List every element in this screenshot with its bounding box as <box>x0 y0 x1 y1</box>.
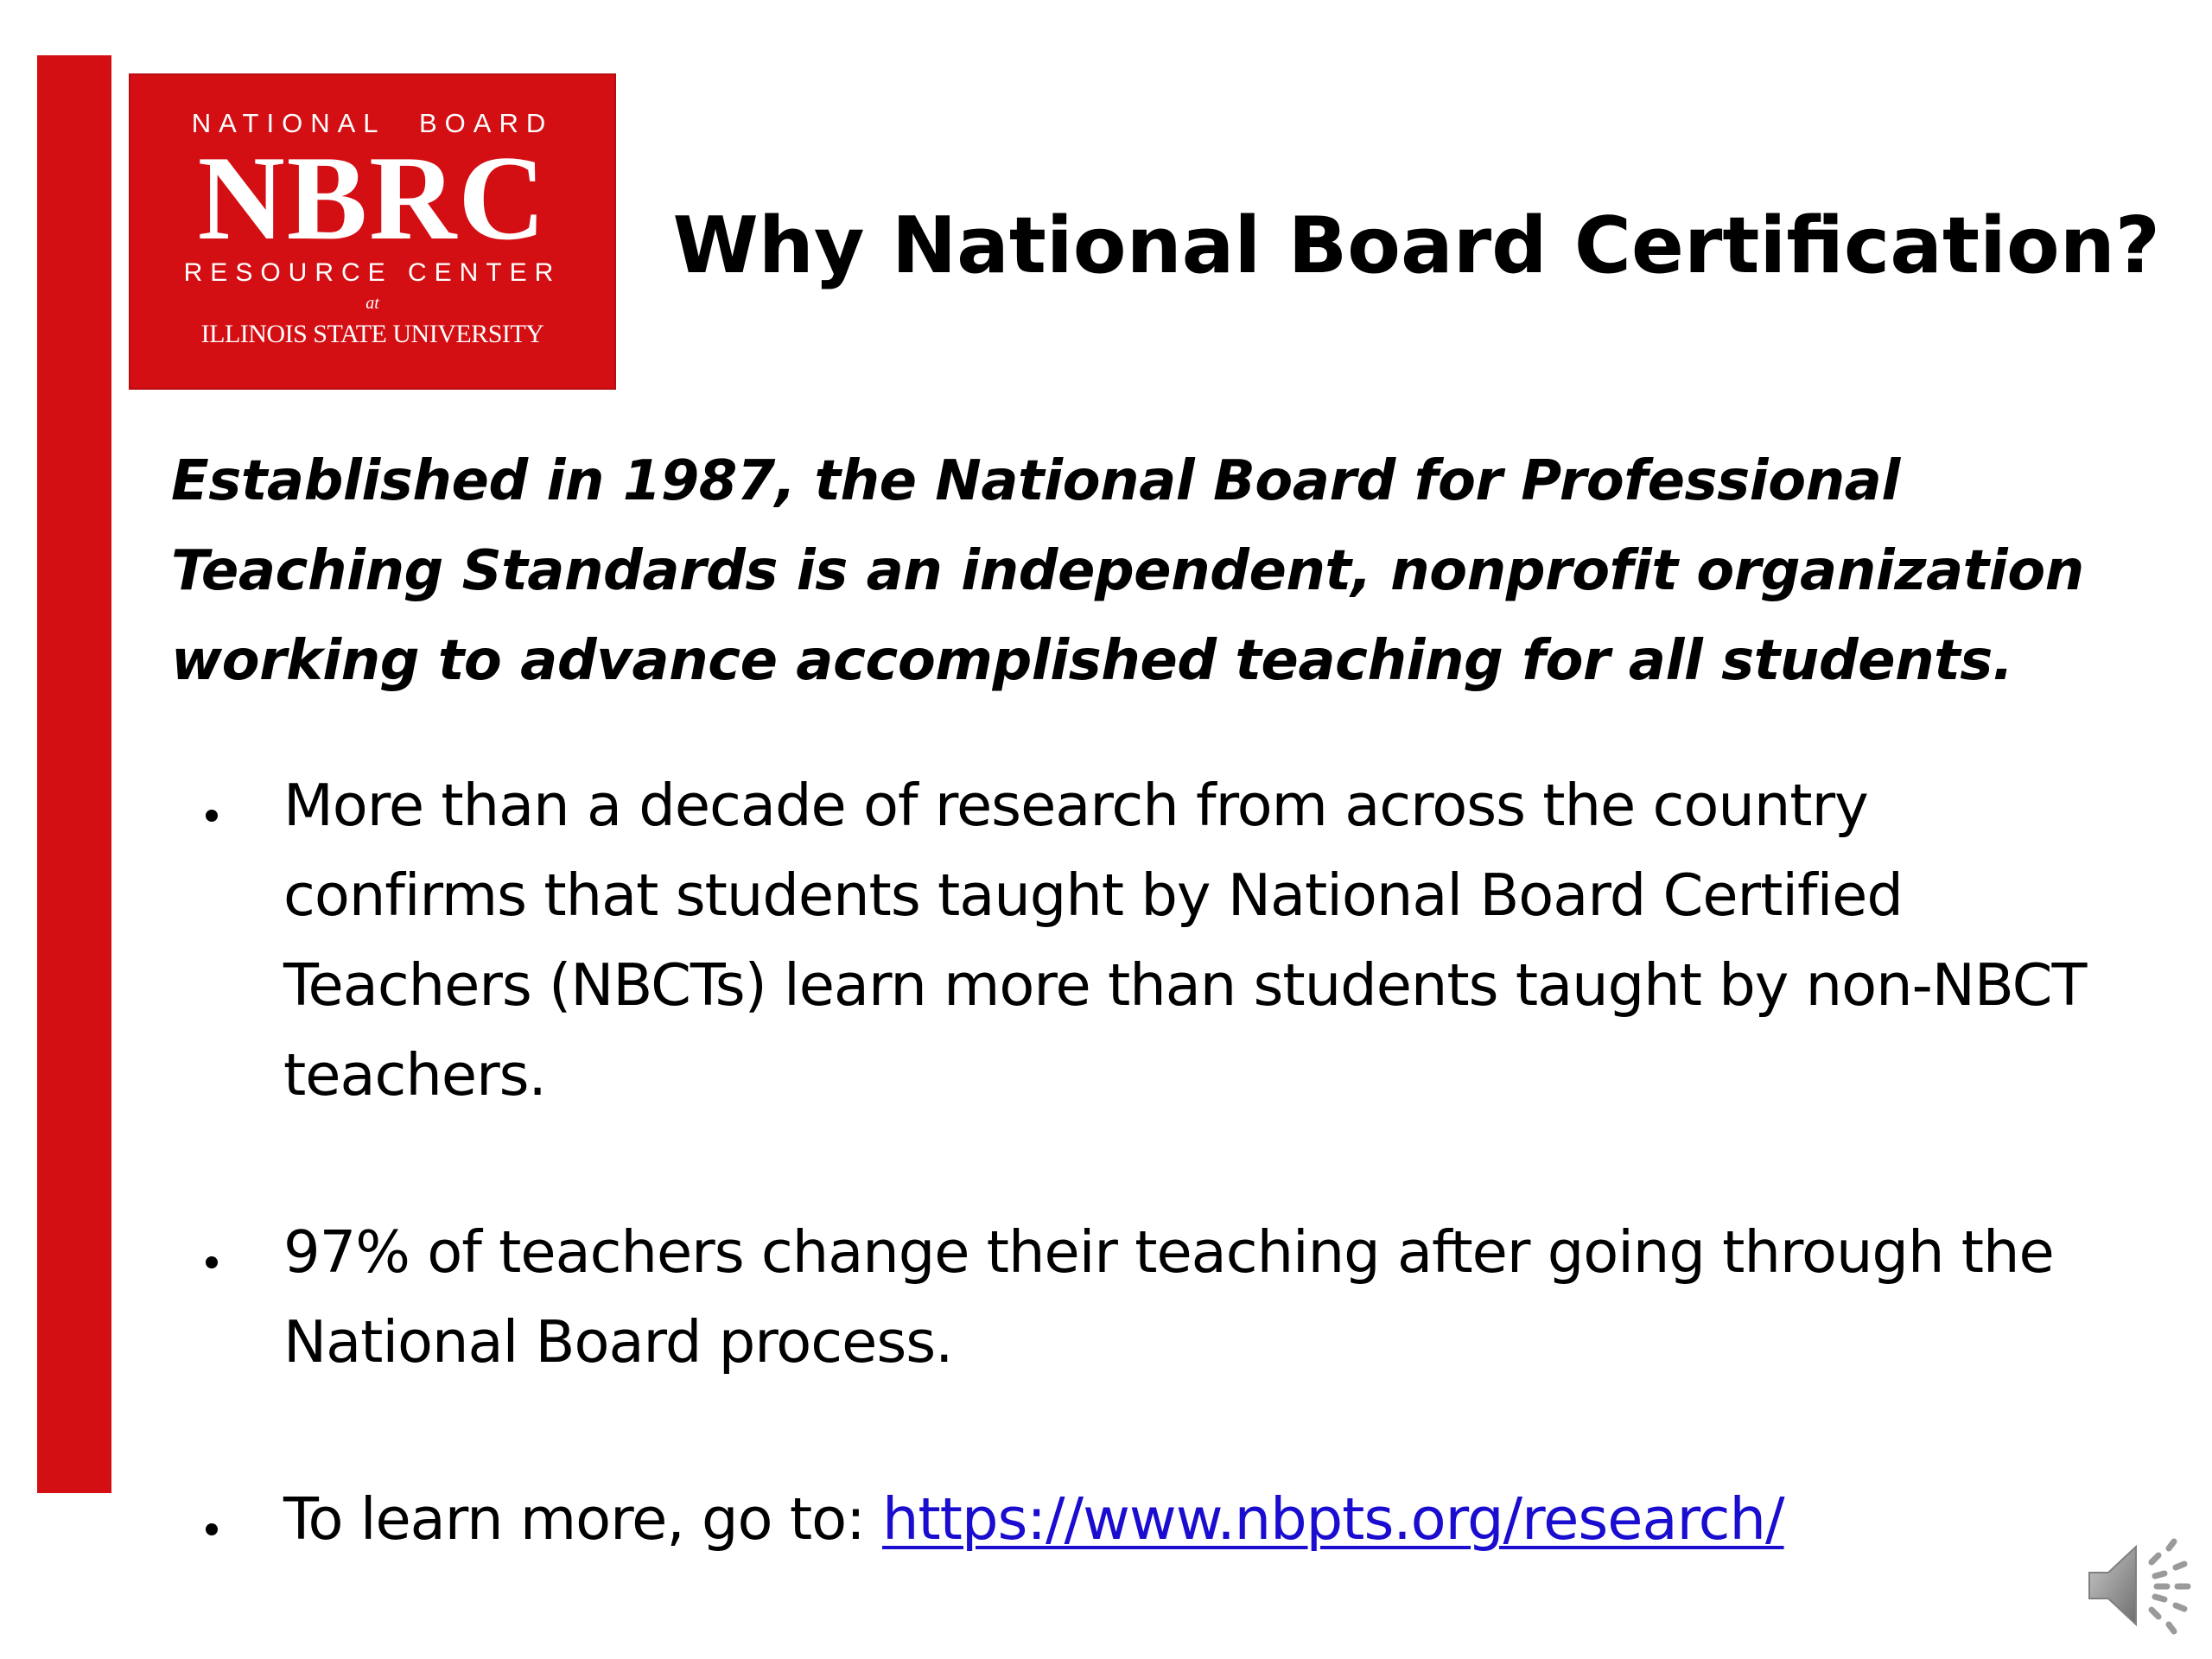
logo-university-text: ILLINOIS STATE UNIVERSITY <box>200 320 544 348</box>
bullet-dot-icon <box>206 810 218 822</box>
intro-paragraph: Established in 1987, the National Board for Professional Teaching Standards is an independent, nonprofit organization working to advance accomplished teaching for all students. <box>171 449 2084 693</box>
slide-title: Why National Board Certification? <box>672 200 2160 291</box>
speaker-icon[interactable] <box>2082 1529 2195 1642</box>
logo-top-text: NATIONAL BOARD <box>191 108 554 138</box>
bullet-text-learn-more <box>283 1474 2098 1564</box>
logo-main-text: NBRC <box>197 131 548 265</box>
logo-sub-text: RESOURCE CENTER <box>183 258 562 287</box>
logo-at-text: at <box>365 294 379 313</box>
bullet-dot-icon <box>206 1523 218 1535</box>
research-link[interactable]: https://www.nbpts.org/research/ <box>881 1485 1784 1553</box>
bullet-dot-icon <box>206 1256 218 1268</box>
bullet-text: More than a decade of research from across the country confirms that students taught by National Board Certified Teachers (NBCTs) learn more than students taught by non-NBCT teachers. <box>283 772 2087 1109</box>
bullet-text: 97% of teachers change their teaching after going through the National Board process. <box>283 1218 2054 1376</box>
learn-more-label: To learn more, go to: <box>283 1485 882 1553</box>
